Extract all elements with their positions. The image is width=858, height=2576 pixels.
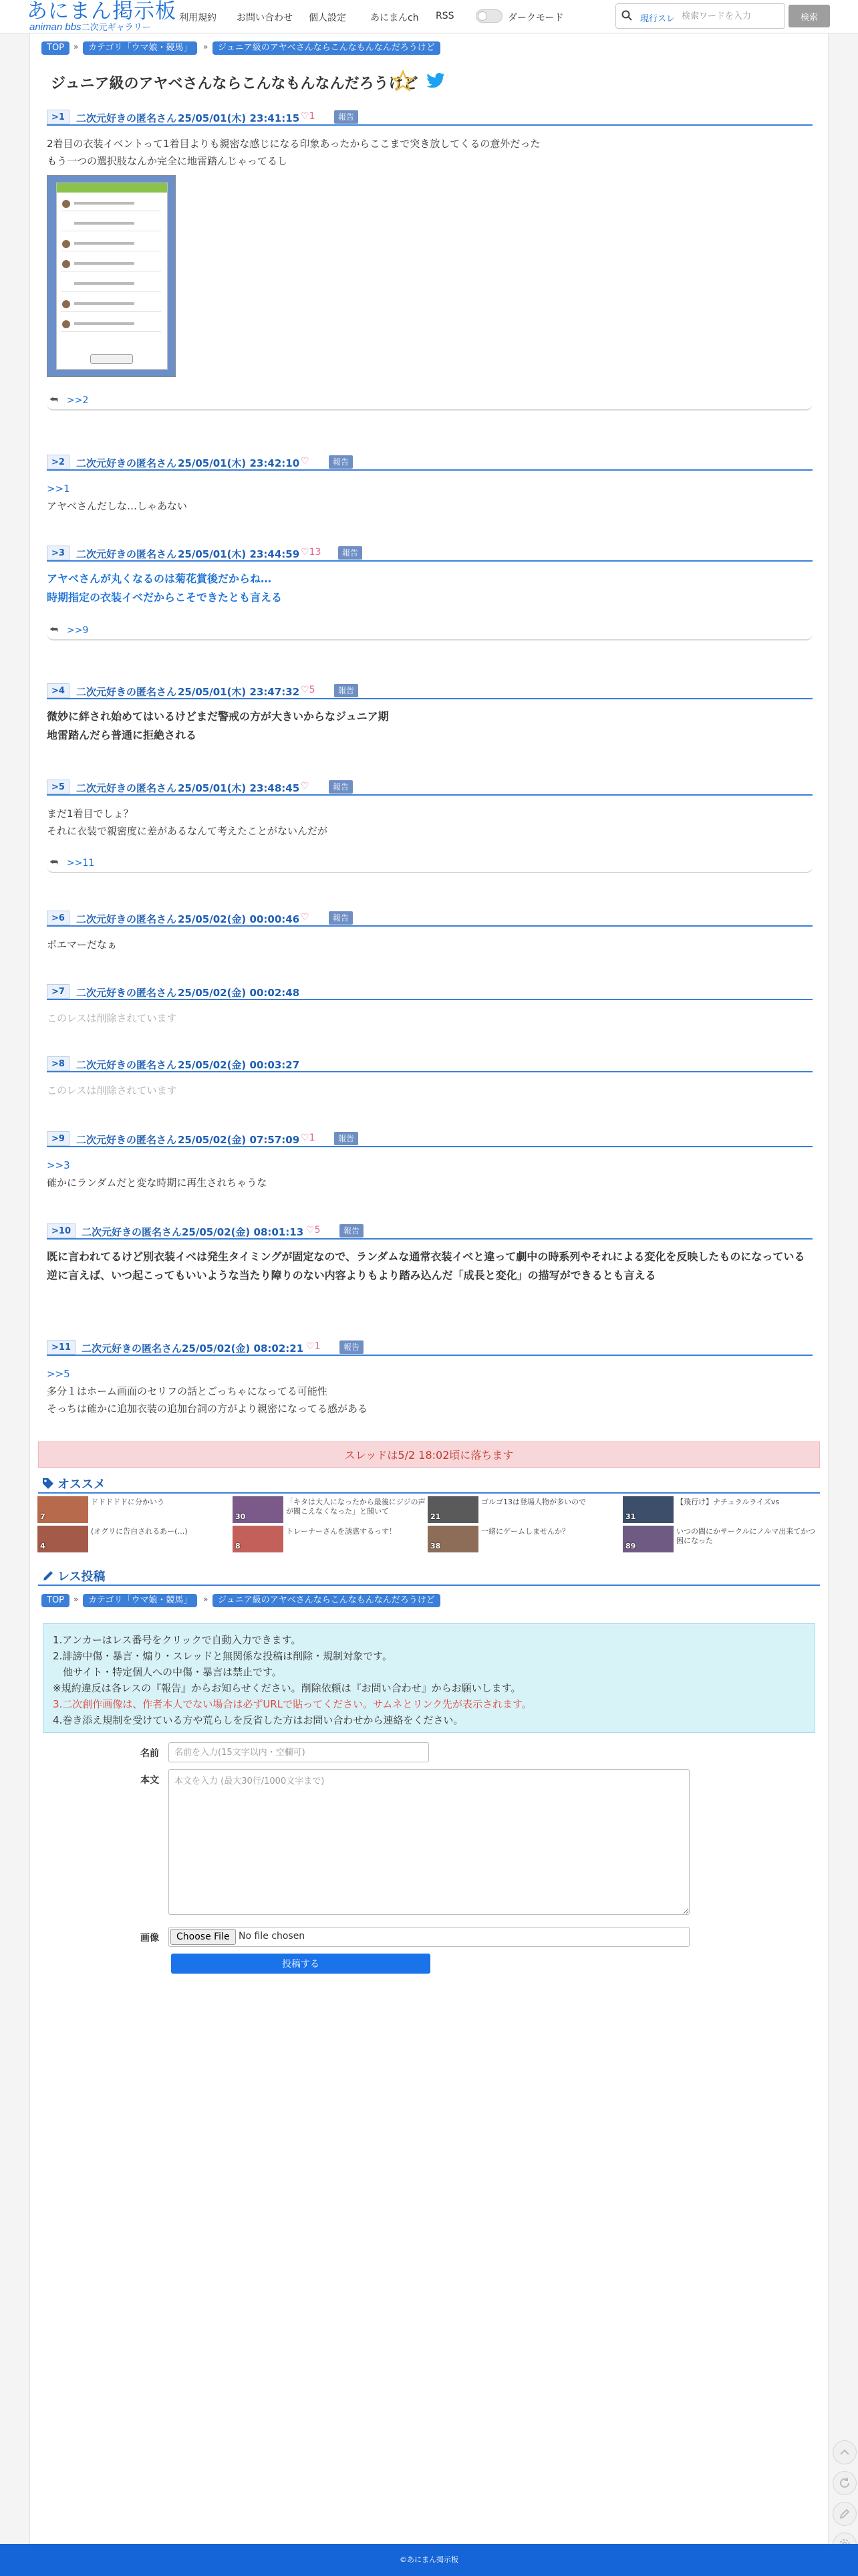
- post-header: [47, 1223, 813, 1240]
- breadcrumb-top[interactable]: TOP: [41, 41, 69, 55]
- rule-line-warning: 3.二次創作画像は、作者本人でない場合は必ずURLで貼ってください。サムネとリンク先が表示されます。: [53, 1698, 532, 1710]
- like-button[interactable]: ♡1: [301, 111, 315, 122]
- post-date: 25/05/01(木) 23:41:15: [178, 112, 300, 124]
- search-icon: [621, 10, 632, 21]
- image-label: 画像: [140, 1933, 159, 1944]
- poster-name: 二次元好きの匿名さん: [76, 782, 177, 794]
- poster-name: 二次元好きの匿名さん: [76, 548, 177, 560]
- thumbnail-row: [61, 278, 161, 291]
- recommend-section-title: オススメ: [41, 1475, 106, 1492]
- post-date: 25/05/02(金) 08:02:21: [182, 1342, 304, 1355]
- tag-icon: [41, 1477, 55, 1490]
- reload-icon: [839, 2477, 851, 2489]
- rule-line: 他サイト・特定個人への中傷・暴言は禁止です。: [53, 1666, 282, 1678]
- poster-name: 二次元好きの匿名さん: [76, 987, 177, 999]
- post-date: 25/05/02(金) 00:00:46: [178, 913, 300, 925]
- site-footer: ©あにまん掲示板: [0, 2544, 858, 2576]
- post-2: [47, 455, 813, 512]
- comment-count: 8: [235, 1542, 241, 1550]
- thumbnail-row: [61, 258, 161, 271]
- section-divider: [38, 1492, 820, 1494]
- thumbnail-row: [61, 298, 161, 312]
- recommend-title: 【飛行け】ナチュラルライズvs: [676, 1498, 780, 1506]
- post-body: [47, 707, 389, 745]
- comment-count: 4: [40, 1542, 45, 1550]
- like-button[interactable]: ♡13: [301, 547, 321, 558]
- post-number[interactable]: >5: [47, 780, 69, 794]
- nav-rss[interactable]: RSS: [436, 11, 454, 21]
- like-button[interactable]: ♡5: [301, 685, 315, 695]
- post-date: 25/05/01(木) 23:44:59: [178, 548, 300, 560]
- reply-link[interactable]: >>11: [67, 858, 95, 868]
- post-line: 時期指定の衣装イベだからこそできたとも言える: [47, 591, 283, 604]
- recommend-thumbnail: [428, 1496, 478, 1523]
- recommend-title: 一緒にゲームしませんか？: [481, 1527, 569, 1536]
- rule-line: 1.アンカーはレス番号をクリックで自動入力できます。: [53, 1634, 301, 1646]
- post-number[interactable]: >1: [47, 110, 69, 124]
- comment-count: 21: [430, 1512, 441, 1521]
- post-body: [47, 480, 187, 515]
- pencil-icon: [839, 2508, 851, 2520]
- post-number[interactable]: >4: [47, 683, 69, 698]
- post-date: 25/05/02(金) 08:01:13: [182, 1226, 304, 1238]
- post-date: 25/05/01(木) 23:47:32: [178, 686, 300, 698]
- recommend-item[interactable]: [37, 1526, 231, 1552]
- report-button[interactable]: 報告: [329, 455, 353, 469]
- search-button[interactable]: 検索: [789, 5, 830, 27]
- body-textarea[interactable]: [168, 1769, 690, 1915]
- section-divider: [38, 1585, 820, 1586]
- site-logo[interactable]: [27, 1, 176, 32]
- recommend-title: トレーナーさんを誘惑するっす！: [286, 1527, 396, 1536]
- scroll-top-button[interactable]: [833, 2440, 857, 2464]
- pencil-icon: [41, 1569, 55, 1583]
- breadcrumb-category[interactable]: カテゴリ「ウマ娘・競馬」: [83, 41, 197, 55]
- post-image-thumbnail[interactable]: [47, 175, 176, 377]
- post-number[interactable]: >10: [47, 1223, 76, 1238]
- report-button[interactable]: 報告: [334, 110, 358, 124]
- thumbnail-row: [61, 198, 161, 211]
- recommend-title: ドドドドドに分かいう: [91, 1498, 164, 1506]
- poster-name: 二次元好きの匿名さん: [76, 457, 177, 469]
- post-header: [47, 546, 813, 562]
- comment-count: 38: [430, 1542, 441, 1550]
- post-date: 25/05/02(金) 00:02:48: [178, 987, 300, 999]
- site-header: [0, 0, 858, 33]
- post-line: 微妙に絆され始めてはいるけどまだ警戒の方が大きいからなジュニア期: [47, 710, 389, 723]
- reply-bar: [47, 390, 813, 411]
- post-line: アヤベさんだしな…しゃあない: [47, 500, 188, 512]
- anchor-link[interactable]: >>1: [47, 483, 70, 495]
- post-date: 25/05/01(木) 23:42:10: [178, 457, 300, 469]
- logo-sub-text: animan bbs二次元ギャラリー: [29, 21, 151, 33]
- recommend-thumbnail: [233, 1526, 283, 1552]
- post-body: [47, 1010, 177, 1027]
- post-line: 既に言われてるけど別衣装イベは発生タイミングが固定なので、ランダムな通常衣装イベと違って劇中の時系列やそれによる変化を反映したものになっている: [47, 1250, 805, 1263]
- post-header: [47, 780, 813, 796]
- post-line: まだ1着目でしょ？: [47, 808, 134, 820]
- reload-button[interactable]: [833, 2471, 857, 2495]
- reply-arrow-icon: ⮪: [49, 394, 59, 405]
- post-11: [47, 1340, 813, 1415]
- recommend-thumbnail: [623, 1526, 674, 1552]
- comment-count: 89: [625, 1542, 636, 1550]
- reply-arrow-icon: ⮪: [49, 624, 59, 635]
- post-line: 地雷踏んだら普通に拒絶される: [47, 729, 197, 741]
- post-6: [47, 911, 813, 951]
- thread-expiry-notice: スレッドは5/2 18:02頃に落ちます: [38, 1441, 820, 1468]
- recommend-item[interactable]: [37, 1496, 231, 1523]
- content-column: [29, 0, 829, 2576]
- thumbnail-close: [90, 354, 133, 364]
- breadcrumb-thread[interactable]: ジュニア級のアヤベさんならこんなもんなんだろうけど: [212, 1594, 440, 1607]
- recommend-item[interactable]: [233, 1526, 426, 1552]
- post-line: 多分１はホーム画面のセリフの話とごっちゃになってる可能性: [47, 1385, 327, 1397]
- body-label: 本文: [140, 1775, 159, 1786]
- recommend-item[interactable]: [233, 1496, 426, 1523]
- post-line: 逆に言えば、いつ起こってもいいような当たり障りのない内容よりもより踏み込んだ「成長と変化」の描写ができるとも言える: [47, 1269, 656, 1282]
- rule-line: ※規約違反は各レスの『報告』からお知らせください。削除依頼は『お問い合わせ』からお願いします。: [53, 1682, 521, 1694]
- image-file-input: [168, 1927, 690, 1947]
- breadcrumb-sep-icon: »: [74, 1595, 79, 1604]
- post-body: [47, 1248, 813, 1285]
- recommend-thumbnail: [428, 1526, 478, 1552]
- breadcrumb-top[interactable]: TOP: [41, 1594, 69, 1607]
- reply-link[interactable]: >>2: [67, 395, 89, 406]
- write-button[interactable]: [833, 2502, 857, 2526]
- recommend-item[interactable]: [623, 1526, 817, 1552]
- report-button[interactable]: 報告: [329, 780, 353, 794]
- post-header: [47, 1340, 813, 1356]
- post-body: [47, 135, 540, 170]
- report-button[interactable]: 報告: [334, 684, 358, 697]
- deleted-message: このレスは削除されています: [47, 1084, 177, 1096]
- breadcrumb-sep-icon: »: [203, 1595, 208, 1604]
- thread-title: ジュニア級のアヤベさんならこんなもんなんだろうけど: [51, 76, 418, 92]
- post-7: [47, 984, 813, 1024]
- anchor-link[interactable]: >>5: [47, 1368, 70, 1380]
- like-button[interactable]: ♡: [301, 781, 309, 792]
- recommend-title: いつの間にかサークルにノルマ出来てかつ困になった: [676, 1527, 816, 1545]
- report-button[interactable]: 報告: [339, 1224, 364, 1238]
- thumbnail-row: [61, 218, 161, 231]
- nav-animanch[interactable]: あにまんch: [370, 13, 419, 23]
- post-header: [47, 1056, 813, 1072]
- poster-name: 二次元好きの匿名さん: [76, 1059, 177, 1071]
- post-line: 確かにランダムだと変な時期に再生されちゃうな: [47, 1177, 267, 1189]
- post-3: [47, 546, 813, 636]
- recommend-item[interactable]: [623, 1496, 817, 1523]
- thumbnail-header: [57, 183, 167, 193]
- report-button[interactable]: 報告: [334, 1132, 358, 1145]
- post-body: [47, 570, 282, 607]
- search-input[interactable]: [682, 7, 782, 25]
- twitter-bird-icon[interactable]: [425, 71, 446, 91]
- deleted-message: このレスは削除されています: [47, 1012, 177, 1024]
- thumbnail-row: [61, 318, 161, 332]
- post-line: もう一つの選択肢なんか完全に地雷踏んじゃってるし: [47, 155, 288, 167]
- logo-main-text: あにまん掲示板: [27, 0, 176, 23]
- post-body: [47, 805, 327, 840]
- dark-mode-toggle[interactable]: [476, 9, 503, 23]
- poster-name: 二次元好きの匿名さん: [82, 1226, 182, 1238]
- poster-name: 二次元好きの匿名さん: [76, 112, 177, 124]
- post-header: [47, 455, 813, 471]
- rule-line: 2.誹謗中傷・暴言・煽り・スレッドと無関係な投稿は削除・規制対象です。: [53, 1650, 392, 1662]
- poster-name: 二次元好きの匿名さん: [76, 913, 177, 925]
- recommend-thumbnail: [37, 1496, 88, 1523]
- post-9: [47, 1131, 813, 1189]
- post-header: [47, 110, 813, 126]
- choose-file-button[interactable]: Choose File: [170, 1929, 236, 1945]
- breadcrumb-category[interactable]: カテゴリ「ウマ娘・競馬」: [83, 1594, 197, 1607]
- post-number[interactable]: >8: [47, 1056, 69, 1071]
- post-date: 25/05/01(木) 23:48:45: [178, 782, 300, 794]
- reply-form-title: レス投稿: [41, 1567, 105, 1585]
- search-scope-select[interactable]: 現行スレ: [640, 14, 676, 24]
- name-label: 名前: [140, 1748, 159, 1759]
- post-body: [47, 1082, 177, 1099]
- post-body: [47, 936, 117, 953]
- post-header: [47, 984, 813, 1000]
- post-header: [47, 683, 813, 699]
- posting-rules: [43, 1623, 815, 1733]
- name-input[interactable]: [168, 1742, 429, 1762]
- anchor-link[interactable]: >>3: [47, 1159, 70, 1171]
- post-line: それに衣装で親密度に差があるなんて考えたことがないんだが: [47, 825, 328, 837]
- report-button[interactable]: 報告: [329, 911, 353, 925]
- comment-count: 30: [235, 1512, 246, 1521]
- like-button[interactable]: ♡5: [306, 1225, 321, 1236]
- poster-name: 二次元好きの匿名さん: [76, 686, 177, 698]
- nav-terms[interactable]: 利用規約: [179, 13, 217, 23]
- post-8: [47, 1056, 813, 1096]
- breadcrumb-sep-icon: »: [74, 42, 79, 51]
- post-header: [47, 911, 813, 927]
- post-10: [47, 1223, 813, 1282]
- like-button[interactable]: ♡1: [306, 1341, 321, 1352]
- nav-settings[interactable]: 個人設定: [309, 13, 346, 23]
- post-number[interactable]: >2: [47, 455, 69, 469]
- post-line: アヤベさんが丸くなるのは菊花賞後だからね…: [47, 572, 272, 585]
- post-line: 2着目の衣装イベントって1着目よりも親密な感じになる印象あったからここまで突き放してくるの意外だった: [47, 138, 541, 150]
- toggle-knob: [478, 11, 487, 21]
- recommend-thumbnail: [37, 1526, 88, 1552]
- thumbnail-row: [61, 238, 161, 251]
- recommend-thumbnail: [233, 1496, 283, 1523]
- breadcrumb-thread[interactable]: ジュニア級のアヤベさんならこんなもんなんだろうけど: [212, 41, 440, 55]
- post-date: 25/05/02(金) 00:03:27: [178, 1059, 300, 1071]
- recommend-title: (オグリに告白されるあー(…): [91, 1527, 188, 1536]
- breadcrumb-sep-icon: »: [203, 42, 208, 51]
- post-line: ポエマーだなぁ: [47, 939, 118, 951]
- arrow-up-icon: [839, 2446, 851, 2458]
- report-button[interactable]: 報告: [339, 1340, 364, 1354]
- post-number[interactable]: >3: [47, 546, 69, 560]
- reply-link[interactable]: >>9: [67, 625, 89, 636]
- comment-count: 7: [40, 1512, 45, 1521]
- favorite-star-icon[interactable]: [392, 70, 414, 92]
- post-number[interactable]: >11: [47, 1340, 76, 1355]
- report-button[interactable]: 報告: [338, 546, 362, 560]
- reply-arrow-icon: ⮪: [49, 857, 59, 868]
- recommend-title: ゴルゴ13は登場人物が多いので: [481, 1498, 586, 1506]
- post-number[interactable]: >9: [47, 1131, 69, 1146]
- recommend-item[interactable]: [428, 1526, 621, 1552]
- rule-line: 4.巻き添え規制を受けている方や荒らしを反省した方はお問い合わせから連絡をください。: [53, 1714, 464, 1726]
- file-status: No file chosen: [239, 1931, 305, 1942]
- nav-contact[interactable]: お問い合わせ: [237, 13, 293, 23]
- post-number[interactable]: >6: [47, 911, 69, 925]
- post-header: [47, 1131, 813, 1147]
- poster-name: 二次元好きの匿名さん: [76, 1134, 177, 1146]
- submit-post-button[interactable]: 投稿する: [171, 1954, 430, 1974]
- search-box: [615, 3, 785, 29]
- like-button[interactable]: ♡1: [301, 1133, 315, 1143]
- poster-name: 二次元好きの匿名さん: [82, 1342, 182, 1355]
- comment-count: 31: [625, 1512, 636, 1521]
- post-date: 25/05/02(金) 07:57:09: [178, 1134, 300, 1146]
- post-body: [47, 1157, 267, 1191]
- recommend-title: 「キタは大人になったから最後にジジの声が聞こえなくなった」と聞いて: [286, 1498, 426, 1516]
- post-5: [47, 780, 813, 868]
- dark-mode-label: ダークモード: [508, 13, 564, 23]
- post-1: [47, 110, 813, 406]
- like-button[interactable]: ♡: [301, 456, 309, 467]
- post-body: [47, 1365, 368, 1417]
- thumbnail-screenshot: [56, 183, 168, 370]
- post-line: そっちは確かに追加衣装の追加台詞の方がより親密になってる感がある: [47, 1403, 368, 1415]
- reply-bar: [47, 853, 813, 873]
- post-number[interactable]: >7: [47, 984, 69, 999]
- reply-bar: [47, 620, 813, 640]
- post-4: [47, 683, 813, 741]
- like-button[interactable]: ♡: [301, 912, 309, 923]
- recommend-item[interactable]: [428, 1496, 621, 1523]
- recommend-thumbnail: [623, 1496, 674, 1523]
